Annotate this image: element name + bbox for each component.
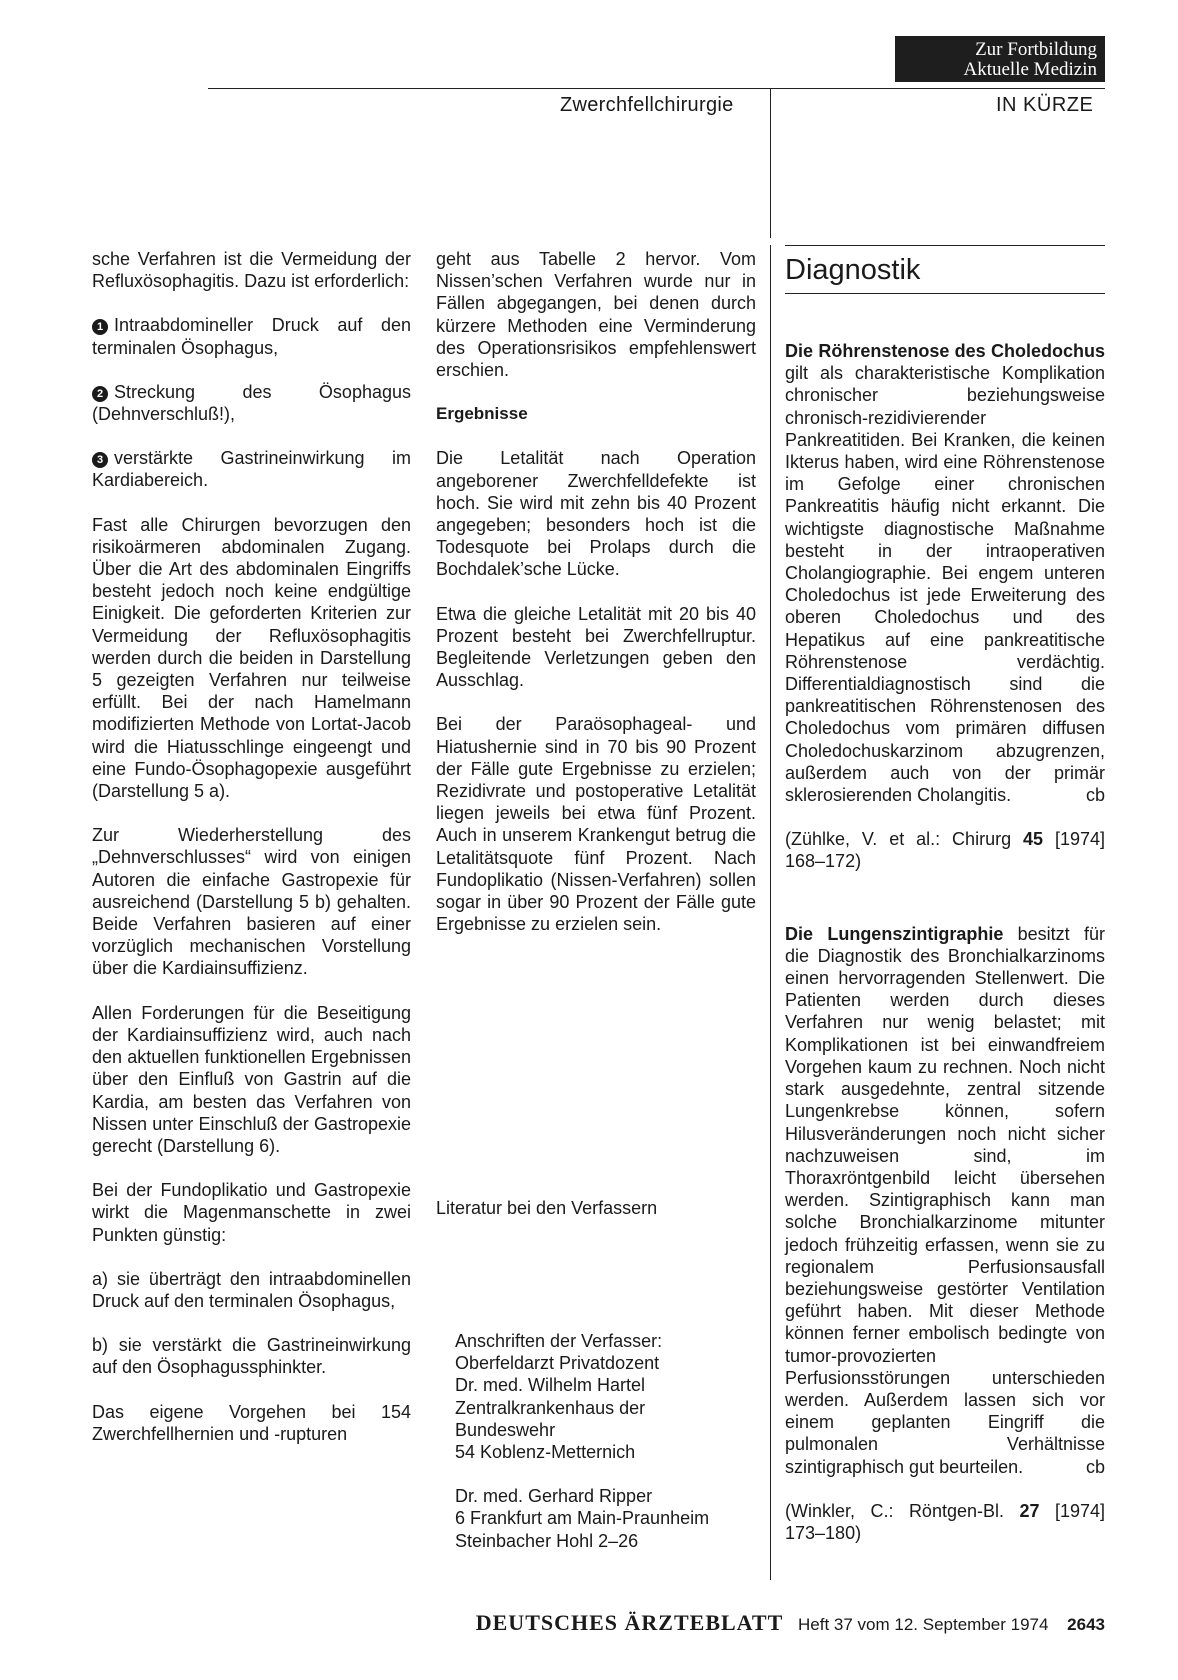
list-item: 1 Intraabdomineller Druck auf den terminalen Ösophagus, [92, 315, 411, 358]
paragraph: Bei der Paraösophageal- und Hiatushernie sind in 70 bis 90 Prozent der Fälle gute Ergebnisse zu erzielen; Rezidivrate und postoperative Letalität liegen jeweils bei etwa fünf Prozent. Auch in unserem Krankengut betrug die Letalitätsquote fünf Prozent. Nach Fundoplikatio (Nissen-Verfahren) sollen sogar in über 90 Prozent der Fälle gute Ergebnisse zu erzielen sein. [436, 714, 756, 935]
section-label: IN KÜRZE [996, 94, 1094, 116]
column-divider [770, 245, 771, 1580]
paragraph: Die Letalität nach Operation angeborener Zwerchfelldefekte ist hoch. Sie wird mit zehn bis 40 Prozent angegeben; besonders hoch ist die Todesquote bei Prolaps durch die Bochdalek’sche Lücke. [436, 448, 756, 580]
section-title: Diagnostik [785, 245, 1105, 294]
paragraph: Das eigene Vorgehen bei 154 Zwerchfellhernien und -rupturen [92, 1401, 411, 1444]
issue-info: Heft 37 vom 12. September 1974 [798, 1615, 1049, 1634]
magazine-name: DEUTSCHES ÄRZTEBLATT [475, 1610, 784, 1635]
column-divider-top [770, 88, 771, 238]
page-number: 2643 [1067, 1615, 1105, 1634]
article-lungenszintigraphie: Die Lungenszintigraphie besitzt für die Diagnostik des Bronchialkarzinoms einen hervorragenden Stellenwert. Die Patienten werden durch dieses Verfahren nur wenig belastet; mit Komplikationen ist bei einwandfreiem Vorgehen kaum zu rechnen. Noch nicht stark ausgedehnte, zentral sitzende Lungenkrebse können, sofern Hilusveränderungen noch nicht sicher nachzuweisen sind, im Thoraxröntgenbild leicht übersehen werden. Szintigraphisch kann man solche Bronchialkarzinome mitunter jedoch frühzeitig erfassen, wenn sie zu regionalem Perfusionsausfall beziehungsweise gestörter Ventilation geführt haben. Mit dieser Methode können ferner embolisch bedingte von tumor-provozierten Perfusionsstörungen unterschieden werden. Außerdem lassen sich vor einem geplanten Eingriff die pulmonalen Verhältnisse szintigraphisch gut beurteilen. cb [785, 923, 1106, 1477]
literature-note: Literatur bei den Verfassern [436, 1198, 658, 1218]
paragraph: Zur Wiederherstellung des „Dehnverschlusses“ wird von einigen Autoren die einfache Gastropexie für ausreichend (Darstellung 5 b) gehalten. Beide Verfahren basieren auf einer vorzüglich mechanischen Vorstellung über die Kardiainsuffizienz. [92, 825, 411, 979]
number-1-icon: 1 [92, 319, 108, 335]
paragraph: a) sie überträgt den intraabdominellen Druck auf den terminalen Ösophagus, [92, 1268, 411, 1311]
author-initials: cb [1085, 1456, 1105, 1477]
column-2 [436, 248, 756, 957]
column-3 [785, 340, 1105, 1544]
paragraph: Etwa die gleiche Letalität mit 20 bis 40 Prozent besteht bei Zwerchfellruptur. Begleitende Verletzungen geben den Ausschlag. [436, 603, 756, 691]
section-heading: Ergebnisse [436, 404, 528, 424]
rubric-line-1: Zur Fortbildung [975, 39, 1097, 60]
reference: (Winkler, C.: Röntgen-Bl. 27 [1974] 173–180) [785, 1500, 1106, 1543]
diagnostik-section [785, 245, 1105, 294]
author-address: Anschriften der Verfasser: Oberfeldarzt Privatdozent Dr. med. Wilhelm Hartel Zentralkrankenhaus der Bundeswehr 54 Koblenz-Metternich Dr. med. Gerhard Ripper 6 Frankfurt am Main-Praunheim Steinbacher Hohl 2–26 [455, 1331, 710, 1551]
list-item: 3 verstärkte Gastrineinwirkung im Kardiabereich. [92, 448, 411, 491]
paragraph: b) sie verstärkt die Gastrineinwirkung auf den Ösophagussphinkter. [92, 1335, 411, 1378]
paragraph: sche Verfahren ist die Vermeidung der Refluxösophagitis. Dazu ist erforderlich: [92, 249, 411, 292]
rubric-badge [895, 36, 1105, 82]
paragraph: Bei der Fundoplikatio und Gastropexie wirkt die Magenmanschette in zwei Punkten günstig: [92, 1180, 411, 1245]
paragraph: Fast alle Chirurgen bevorzugen den risikoärmeren abdominalen Zugang. Über die Art des abdominalen Eingriffs besteht jedoch noch keine endgültige Einigkeit. Die geforderten Kriterien zur Vermeidung der Refluxösophagitis werden durch die beiden in Darstellung 5 gezeigten Verfahren nur teilweise erfüllt. Bei der nach Hamelmann modifizierten Methode von Lortat-Jacob wird die Hiatusschlinge eingeengt und eine Fundo-Ösophagopexie ausgeführt (Darstellung 5 a). [92, 514, 411, 802]
column-1 [92, 248, 411, 1445]
number-2-icon: 2 [92, 386, 108, 402]
rubric-line-2: Aktuelle Medizin [963, 59, 1097, 80]
paragraph: Allen Forderungen für die Beseitigung der Kardiainsuffizienz wird, auch nach den aktuellen funktionellen Ergebnissen über den Einfluß von Gastrin auf die Kardia, am besten das Verfahren von Nissen unter Einschluß der Gastropexie gerecht (Darstellung 6). [92, 1002, 411, 1156]
header-rule [208, 88, 1105, 89]
list-item: 2 Streckung des Ösophagus (Dehnverschluß!), [92, 381, 411, 425]
page-footer [476, 1610, 1105, 1636]
article-roehrenstenose: Die Röhrenstenose des Choledochus gilt als charakteristische Komplikation chronischer beziehungsweise chronisch-rezidivierender Pankreatitiden. Bei Kranken, die keinen Ikterus haben, wird eine Röhrenstenose im Gefolge einer chronischen Pankreatitis häufig nicht erkannt. Die wichtigste diagnostische Maßnahme besteht in der intraoperativen Cholangiographie. Bei engem unteren Choledochus ist jede Erweiterung des oberen Choledochus und des Hepatikus auf eine pankreatitische Röhrenstenose verdächtig. Differentialdiagnostisch sind die pankreatitischen Röhrenstenosen des Choledochus vom primären diffusen Choledochuskarzinom abzugrenzen, außerdem auch von der primär sklerosierenden Cholangitis. cb [785, 341, 1105, 806]
paragraph: geht aus Tabelle 2 hervor. Vom Nissen’schen Verfahren wurde nur in Fällen abgegangen, bei denen durch kürzere Methoden eine Verminderung des Operationsrisikos empfehlenswert erschien. [436, 249, 756, 381]
reference: (Zühlke, V. et al.: Chirurg 45 [1974] 168–172) [785, 829, 1105, 872]
author-initials: cb [1085, 785, 1105, 806]
running-topic: Zwerchfellchirurgie [560, 94, 734, 116]
number-3-icon: 3 [92, 452, 108, 468]
